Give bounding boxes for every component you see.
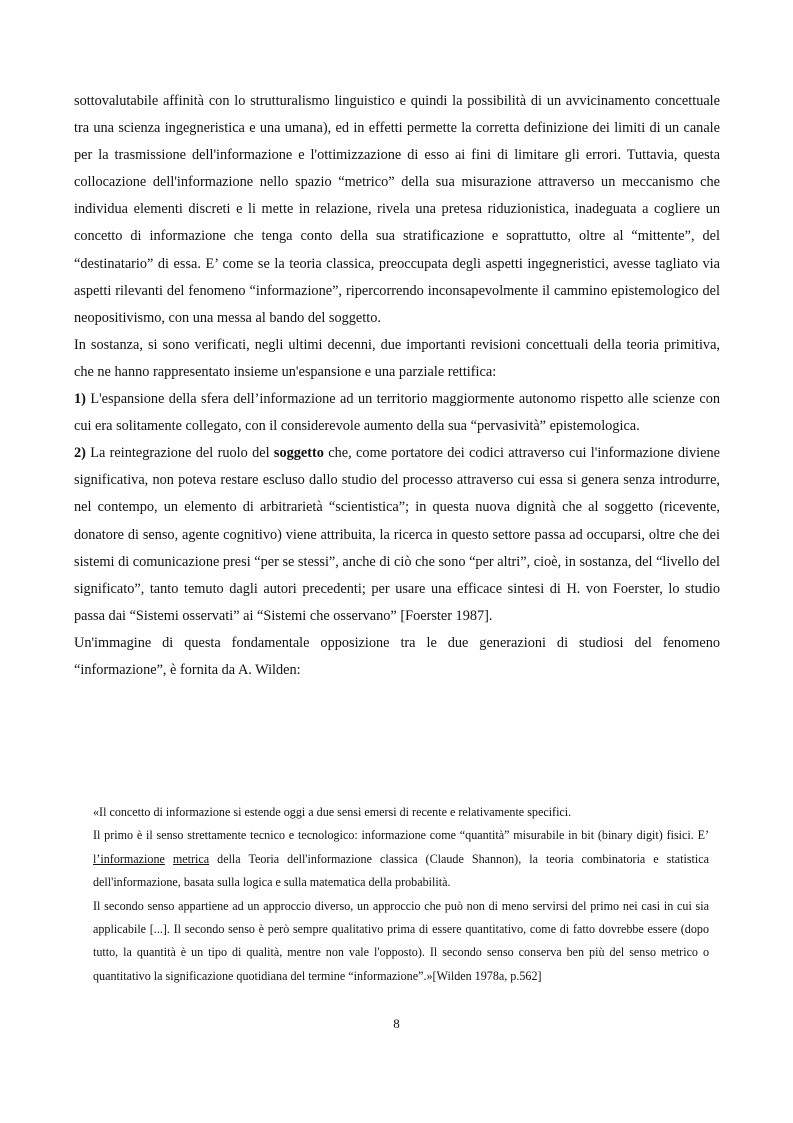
paragraph-5: Un'immagine di questa fondamentale opposizione tra le due generazioni di studiosi del fenomeno “informazione”, è fornita da A. Wilden: [74,634,720,678]
quote-2-space [165,852,173,866]
underlined-term-metrica: metrica [172,851,210,866]
paragraph-1: sottovalutabile affinità con lo strutturalismo linguistico e quindi la possibilità di un avvicinamento concettuale tra una scienza ingegneristica e una umana), ed in effetti permette la corretta definizione dei limiti di un canale per la trasmissione dell'informazione e l'ottimizzazione di esso ai fini di limitare gli errori. Tuttavia, questa collocazione dell'informazione nello spazio “metrico” della sua misurazione attraverso un meccanismo che individua elementi discreti e li mette in relazione, rivela una pretesa riduzionistica, inadeguata a cogliere un concetto di informazione che tenga conto della sua stratificazione e soprattutto, oltre al “mittente”, del “destinatario” di essa. E’ come se la teoria classica, preoccupata degli aspetti ingegneristici, avesse tagliato via aspetti rilevanti del fenomeno “informazione”, ripercorrendo inconsapevolmente il cammino epistemologico del neopositivismo, con una messa al bando del soggetto. [74,93,720,326]
page-number: 8 [393,1016,400,1031]
quote-paragraph-2 [93,824,709,894]
quote-2-text-b: della Teoria dell'informazione classica (Claude Shannon), la teoria combinatoria e statistica dell'informazione, basata sulla logica e sulla matematica della probabilità. [93,851,709,890]
list-number-2: 2) [74,445,86,462]
paragraph-4-text-a: La reintegrazione del ruolo del [85,445,274,462]
paragraph-3-text: L'espansione della sfera dell’informazione ad un territorio maggiormente autonomo rispetto alle scienze con cui era solitamente collegato, con il considerevole aumento della sua “pervasività” epistemologica. [74,391,720,435]
paragraph-2: In sostanza, si sono verificati, negli ultimi decenni, due importanti revisioni concettuali della teoria primitiva, che ne hanno rappresentato insieme un'espansione e una parziale rettifica: [74,336,720,380]
block-quote [93,801,709,988]
paragraph-4 [74,440,720,630]
list-number-1: 1) [74,391,86,408]
main-text [74,88,720,684]
quote-line-1: «Il concetto di informazione si estende oggi a due sensi emersi di recente e relativamente specifici. [93,805,572,819]
quote-paragraph-3: Il secondo senso appartiene ad un approccio diverso, un approccio che può non di meno servirsi del primo nei casi in cui sia applicabile [...]. Il secondo senso è però sempre qualitativo prima di essere quantitativo, come di fatto dovrebbe essere (dopo tutto, la quantità è un tipo di qualità, mentre non vale l'opposto). Il secondo senso conserva ben più del senso metrico o quantitativo la significazione quotidiana del termine “informazione”.»[Wilden 1978a, p.562] [93,898,709,983]
quote-2-text-a: Il primo è il senso strettamente tecnico e tecnologico: informazione come “quantità” misurabile in bit (binary digit) fisici. E’ [93,828,709,843]
underlined-term-informazione: l’informazione [93,851,165,866]
paragraph-4-text-b: che, come portatore dei codici attraverso cui l'informazione diviene significativa, non poteva restare escluso dallo studio del processo attraverso cui essa si genera senza introdurre, nel contempo, un elemento di arbitrarietà “scientistica”; in questa nuova dignità che al soggetto (ricevente, donatore di senso, agente cognitivo) viene attribuita, la ricerca in questo settore passa ad occuparsi, oltre che dei sistemi di comunicazione presi “per se stessi”, anche di ciò che sono “per altri”, cioè, in sostanza, del “livello del significato”, tanto temuto dagli autori precedenti; per usare una efficace sintesi di H. von Foerster, lo studio passa dai “Sistemi osservati” ai “Sistemi che osservano” [Foerster 1987]. [74,445,720,624]
paragraph-3 [74,386,720,440]
bold-term-soggetto: soggetto [273,445,324,462]
